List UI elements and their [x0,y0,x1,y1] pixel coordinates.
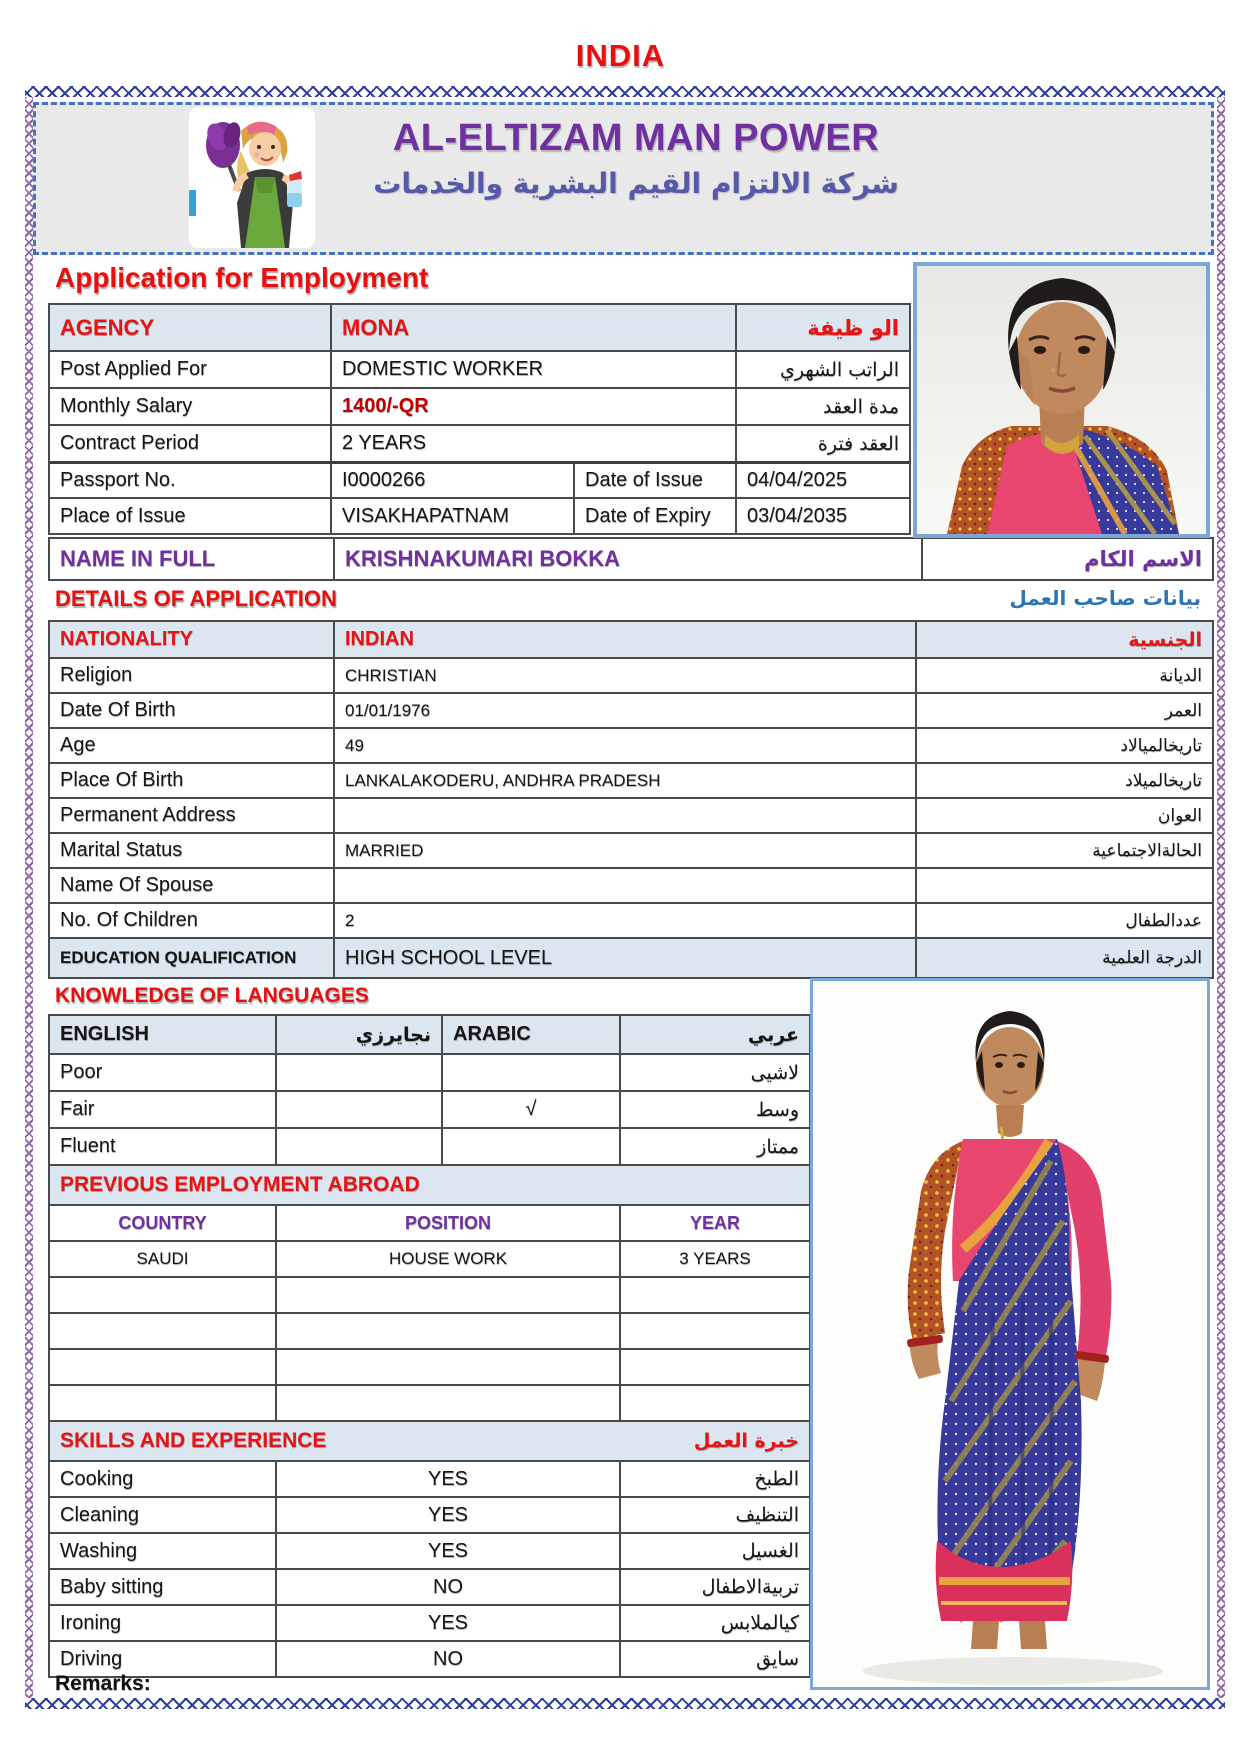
table-row [50,832,1212,867]
poor-arabic-mark [441,1055,619,1090]
employment-country: SAUDI [136,1249,189,1268]
arabic-column-header-arabic: عربي [619,1016,809,1053]
contract-arabic: العقد فترة [735,426,909,461]
employment-row [50,1384,809,1420]
page-title: INDIA [575,38,666,73]
fair-arabic-check-mark: √ [441,1092,619,1127]
employment-position [275,1350,619,1384]
letterhead [33,102,1214,255]
post-applied-arabic: الراتب الشهري [735,352,909,387]
employment-section-title: PREVIOUS EMPLOYMENT ABROAD [60,1173,420,1196]
employment-year [619,1386,809,1420]
post-applied-label: Post Applied For [60,358,207,380]
fair-arabic-label: وسط [619,1092,809,1127]
employment-row [50,1348,809,1384]
table-row [50,657,1212,692]
place-issue-value: VISAKHAPATNAM [330,499,573,533]
education-arabic: الدرجة العلمية [915,939,1212,977]
employment-year [619,1314,809,1348]
fluent-arabic-label: ممتاز [619,1129,809,1164]
table-row [50,461,909,497]
name-value: KRISHNAKUMARI BOKKA [333,539,921,579]
fluent-arabic-mark [441,1129,619,1164]
language-row [50,1090,809,1127]
employment-position [275,1386,619,1420]
full-body-photo [810,978,1210,1690]
employment-year: 3 YEARS [619,1242,809,1276]
babysitting-arabic: تربيةالاطفال [619,1570,809,1604]
religion-value: CHRISTIAN [333,659,915,692]
salary-arabic: مدة العقد [735,389,909,424]
applicant-full-body-image [813,981,1207,1687]
contract-value: 2 YEARS [330,426,735,461]
washing-arabic: الغسيل [619,1534,809,1568]
employment-position [275,1314,619,1348]
address-arabic: العوان [915,799,1212,832]
skill-row [50,1604,809,1640]
company-name: AL-ELTIZAM MAN POWER [392,117,880,159]
employment-position: HOUSE WORK [275,1242,619,1276]
address-value [333,799,915,832]
poor-label: Poor [60,1061,103,1083]
ironing-arabic: كيالملابس [619,1606,809,1640]
skills-section-header-row [50,1420,809,1460]
application-section-title: Application for Employment [55,262,429,293]
table-row [50,350,909,387]
address-label: Permanent Address [60,804,236,826]
languages-employment-skills-table [48,1014,811,1678]
position-column-header: POSITION [275,1206,619,1240]
table-row [50,692,1212,727]
table-row [50,539,1212,579]
table-row [50,727,1212,762]
contract-label: Contract Period [60,432,199,454]
application-table [48,303,911,535]
skill-row [50,1568,809,1604]
table-row [50,867,1212,902]
dob-arabic: العمر [915,694,1212,727]
pob-arabic: تاريخالميلاد [915,764,1212,797]
skills-section-title: SKILLS AND EXPERIENCE [60,1429,327,1452]
date-issue-label: Date of Issue [573,464,735,497]
remarks-label: Remarks: [55,1672,151,1695]
frame-top-border [25,86,1225,97]
age-value: 49 [333,729,915,762]
age-label: Age [60,734,96,756]
nationality-arabic: الجنسية [915,622,1212,657]
employment-country [50,1350,275,1384]
washing-value: YES [275,1534,619,1568]
frame-bottom-border [25,1698,1225,1709]
fluent-label: Fluent [60,1135,116,1157]
table-row [50,622,1212,657]
children-arabic: عددالطفال [915,904,1212,937]
washing-label: Washing [60,1539,138,1562]
salary-label: Monthly Salary [60,395,193,417]
applicant-portrait-image [917,266,1206,534]
cleaning-value: YES [275,1498,619,1532]
fair-label: Fair [60,1098,95,1120]
company-logo [189,107,315,248]
date-expiry-label: Date of Expiry [573,499,735,533]
education-value: HIGH SCHOOL LEVEL [333,939,915,977]
pob-value: LANKALAKODERU, ANDHRA PRADESH [333,764,915,797]
employment-country [50,1314,275,1348]
details-section-title-arabic: بيانات صاحب العمل [1009,586,1201,610]
table-row [50,387,909,424]
employment-section-header-row [50,1164,809,1204]
employment-row [50,1312,809,1348]
cooking-value: YES [275,1462,619,1496]
place-issue-label: Place of Issue [60,504,186,527]
driving-label: Driving [60,1647,123,1670]
children-value: 2 [333,904,915,937]
cleaning-lady-logo-icon [189,107,315,248]
fair-english-mark [275,1092,441,1127]
agency-label-arabic: الو ظيفة [735,305,909,350]
employment-country [50,1278,275,1312]
passport-no-label: Passport No. [60,469,176,491]
agency-label: AGENCY [60,314,155,340]
table-row [50,797,1212,832]
skills-section-header [50,1422,809,1460]
table-row [50,937,1212,977]
babysitting-value: NO [275,1570,619,1604]
marital-label: Marital Status [60,839,183,861]
passport-photo [913,262,1210,538]
employment-year [619,1350,809,1384]
children-label: No. Of Children [60,909,198,931]
table-row [50,424,909,461]
name-label: NAME IN FULL [60,546,216,571]
year-column-header: YEAR [619,1206,809,1240]
employment-year [619,1278,809,1312]
skill-row [50,1640,809,1676]
education-label: EDUCATION QUALIFICATION [60,948,297,967]
name-table [48,537,1214,581]
languages-section-title: KNOWLEDGE OF LANGUAGES [55,984,369,1007]
english-column-header: ENGLISH [60,1023,149,1045]
cooking-label: Cooking [60,1467,134,1490]
nationality-label: NATIONALITY [60,628,193,650]
table-row [50,762,1212,797]
passport-no-value: I0000266 [330,464,573,497]
cleaning-arabic: التنظيف [619,1498,809,1532]
religion-arabic: الديانة [915,659,1212,692]
spouse-arabic [915,869,1212,902]
skills-section-title-arabic: خبرة العمل [693,1430,799,1452]
spouse-value [333,869,915,902]
table-row [50,497,909,533]
employment-row [50,1276,809,1312]
spouse-label: Name Of Spouse [60,874,214,896]
driving-value: NO [275,1642,619,1676]
cooking-arabic: الطبخ [619,1462,809,1496]
salary-value: 1400/-QR [330,389,735,424]
language-row [50,1127,809,1164]
poor-arabic-label: لاشيى [619,1055,809,1090]
arabic-column-header: ARABIC [441,1016,619,1053]
employment-header-row [50,1204,809,1240]
company-name-arabic: شركة الالتزام القيم البشرية والخدمات [373,167,899,200]
ironing-value: YES [275,1606,619,1640]
dob-value: 01/01/1976 [333,694,915,727]
country-column-header: COUNTRY [118,1212,207,1233]
details-section-title: DETAILS OF APPLICATION [55,586,337,611]
cleaning-label: Cleaning [60,1503,139,1526]
dob-label: Date Of Birth [60,699,176,721]
age-arabic: تاريخالميالاد [915,729,1212,762]
babysitting-label: Baby sitting [60,1575,164,1598]
post-applied-value: DOMESTIC WORKER [330,352,735,387]
language-row [50,1053,809,1090]
date-issue-value: 04/04/2025 [735,464,909,497]
skill-row [50,1496,809,1532]
nationality-value: INDIAN [333,622,915,657]
agency-value: MONA [330,305,735,350]
employment-position [275,1278,619,1312]
details-table [48,620,1214,979]
table-row [50,902,1212,937]
employment-row [50,1240,809,1276]
pob-label: Place Of Birth [60,769,184,791]
frame-right-border [1217,97,1225,1698]
english-column-header-arabic: نجايرزي [275,1016,441,1053]
languages-header-row [50,1016,809,1053]
table-row [50,305,909,350]
frame-left-border [25,97,33,1698]
skill-row [50,1532,809,1568]
poor-english-mark [275,1055,441,1090]
driving-arabic: سايق [619,1642,809,1676]
marital-value: MARRIED [333,834,915,867]
skill-row [50,1460,809,1496]
marital-arabic: الحالةالاجتماعية [915,834,1212,867]
date-expiry-value: 03/04/2035 [735,499,909,533]
fluent-english-mark [275,1129,441,1164]
ironing-label: Ironing [60,1611,122,1634]
name-arabic: الاسم الكام [921,539,1212,579]
employment-country [50,1386,275,1420]
religion-label: Religion [60,664,133,686]
